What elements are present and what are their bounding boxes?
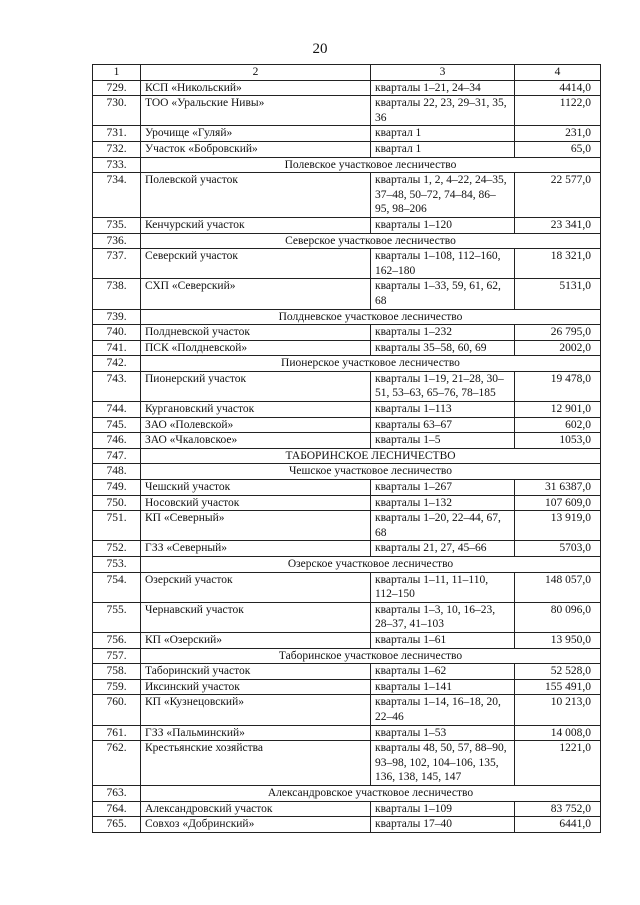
blocks-cell: кварталы 1–19, 21–28, 30–51, 53–63, 65–76, 78–185 <box>371 371 515 401</box>
site-name: СХП «Северский» <box>141 279 371 309</box>
area-cell: 19 478,0 <box>515 371 601 401</box>
row-number: 752. <box>93 541 141 557</box>
section-title: Чешское участковое лесничество <box>141 464 601 480</box>
site-name: Участок «Бобровский» <box>141 141 371 157</box>
site-name: Иксинский участок <box>141 679 371 695</box>
row-number: 763. <box>93 785 141 801</box>
table-row <box>93 679 601 695</box>
site-name: Северский участок <box>141 249 371 279</box>
row-number: 741. <box>93 340 141 356</box>
blocks-cell: квартал 1 <box>371 141 515 157</box>
row-number: 762. <box>93 741 141 786</box>
area-cell: 602,0 <box>515 417 601 433</box>
area-cell: 1221,0 <box>515 741 601 786</box>
table-row <box>93 664 601 680</box>
blocks-cell: кварталы 1–108, 112–160, 162–180 <box>371 249 515 279</box>
area-cell: 5703,0 <box>515 541 601 557</box>
table-row <box>93 741 601 786</box>
area-cell: 155 491,0 <box>515 679 601 695</box>
section-row <box>93 464 601 480</box>
blocks-cell: кварталы 1–120 <box>371 217 515 233</box>
area-cell: 65,0 <box>515 141 601 157</box>
area-cell: 80 096,0 <box>515 602 601 632</box>
area-cell: 83 752,0 <box>515 801 601 817</box>
table-row <box>93 126 601 142</box>
blocks-cell: кварталы 22, 23, 29–31, 35, 36 <box>371 96 515 126</box>
table-row <box>93 725 601 741</box>
area-cell: 23 341,0 <box>515 217 601 233</box>
blocks-cell: кварталы 17–40 <box>371 817 515 833</box>
row-number: 764. <box>93 801 141 817</box>
site-name: КП «Озерский» <box>141 632 371 648</box>
blocks-cell: кварталы 35–58, 60, 69 <box>371 340 515 356</box>
site-name: Кенчурский участок <box>141 217 371 233</box>
site-name: ЗАО «Чкаловское» <box>141 433 371 449</box>
table-row <box>93 371 601 401</box>
table-row <box>93 417 601 433</box>
area-cell: 2002,0 <box>515 340 601 356</box>
area-cell: 1053,0 <box>515 433 601 449</box>
blocks-cell: кварталы 1–62 <box>371 664 515 680</box>
row-number: 731. <box>93 126 141 142</box>
row-number: 742. <box>93 356 141 372</box>
table-row <box>93 817 601 833</box>
section-title: Пионерское участковое лесничество <box>141 356 601 372</box>
row-number: 757. <box>93 648 141 664</box>
table-row <box>93 340 601 356</box>
area-cell: 13 919,0 <box>515 511 601 541</box>
column-number-3: 3 <box>371 65 515 81</box>
row-number: 755. <box>93 602 141 632</box>
row-number: 729. <box>93 80 141 96</box>
blocks-cell: кварталы 1–53 <box>371 725 515 741</box>
forestry-table <box>92 64 601 833</box>
blocks-cell: кварталы 1–14, 16–18, 20, 22–46 <box>371 695 515 725</box>
site-name: ГЗЗ «Северный» <box>141 541 371 557</box>
site-name: Озерский участок <box>141 572 371 602</box>
row-number: 754. <box>93 572 141 602</box>
section-row <box>93 557 601 573</box>
row-number: 748. <box>93 464 141 480</box>
blocks-cell: кварталы 1–109 <box>371 801 515 817</box>
row-number: 743. <box>93 371 141 401</box>
table-row <box>93 141 601 157</box>
section-row <box>93 157 601 173</box>
table-row <box>93 80 601 96</box>
area-cell: 14 008,0 <box>515 725 601 741</box>
row-number: 745. <box>93 417 141 433</box>
row-number: 730. <box>93 96 141 126</box>
site-name: Носовский участок <box>141 495 371 511</box>
row-number: 740. <box>93 325 141 341</box>
blocks-cell: кварталы 1–113 <box>371 402 515 418</box>
section-row <box>93 648 601 664</box>
row-number: 746. <box>93 433 141 449</box>
row-number: 749. <box>93 480 141 496</box>
area-cell: 5131,0 <box>515 279 601 309</box>
table-row <box>93 495 601 511</box>
site-name: Полевской участок <box>141 173 371 218</box>
row-number: 759. <box>93 679 141 695</box>
area-cell: 6441,0 <box>515 817 601 833</box>
blocks-cell: кварталы 48, 50, 57, 88–90, 93–98, 102, 104–106, 135, 136, 138, 145, 147 <box>371 741 515 786</box>
section-title: Александровское участковое лесничество <box>141 785 601 801</box>
blocks-cell: кварталы 1–61 <box>371 632 515 648</box>
blocks-cell: кварталы 1–232 <box>371 325 515 341</box>
column-number-4: 4 <box>515 65 601 81</box>
section-row <box>93 448 601 464</box>
row-number: 753. <box>93 557 141 573</box>
blocks-cell: кварталы 1–132 <box>371 495 515 511</box>
area-cell: 1122,0 <box>515 96 601 126</box>
site-name: Совхоз «Добринский» <box>141 817 371 833</box>
table-row <box>93 541 601 557</box>
row-number: 738. <box>93 279 141 309</box>
blocks-cell: кварталы 63–67 <box>371 417 515 433</box>
section-title: ТАБОРИНСКОЕ ЛЕСНИЧЕСТВО <box>141 448 601 464</box>
area-cell: 231,0 <box>515 126 601 142</box>
row-number: 760. <box>93 695 141 725</box>
blocks-cell: кварталы 1–267 <box>371 480 515 496</box>
blocks-cell: кварталы 21, 27, 45–66 <box>371 541 515 557</box>
row-number: 750. <box>93 495 141 511</box>
section-title: Озерское участковое лесничество <box>141 557 601 573</box>
row-number: 765. <box>93 817 141 833</box>
blocks-cell: кварталы 1–5 <box>371 433 515 449</box>
section-title: Северское участковое лесничество <box>141 233 601 249</box>
table-row <box>93 801 601 817</box>
blocks-cell: кварталы 1–11, 11–110, 112–150 <box>371 572 515 602</box>
area-cell: 12 901,0 <box>515 402 601 418</box>
row-number: 744. <box>93 402 141 418</box>
blocks-cell: кварталы 1–21, 24–34 <box>371 80 515 96</box>
site-name: ПСК «Полдневской» <box>141 340 371 356</box>
site-name: Полдневской участок <box>141 325 371 341</box>
row-number: 756. <box>93 632 141 648</box>
table-row <box>93 96 601 126</box>
table-body <box>93 65 601 833</box>
column-number-row <box>93 65 601 81</box>
area-cell: 52 528,0 <box>515 664 601 680</box>
site-name: Пионерский участок <box>141 371 371 401</box>
section-title: Таборинское участковое лесничество <box>141 648 601 664</box>
table-row <box>93 249 601 279</box>
column-number-2: 2 <box>141 65 371 81</box>
area-cell: 13 950,0 <box>515 632 601 648</box>
row-number: 733. <box>93 157 141 173</box>
area-cell: 148 057,0 <box>515 572 601 602</box>
blocks-cell: кварталы 1, 2, 4–22, 24–35, 37–48, 50–72, 74–84, 86–95, 98–206 <box>371 173 515 218</box>
table-row <box>93 480 601 496</box>
site-name: ГЗЗ «Пальминский» <box>141 725 371 741</box>
table-row <box>93 572 601 602</box>
site-name: Чешский участок <box>141 480 371 496</box>
section-row <box>93 356 601 372</box>
table-row <box>93 402 601 418</box>
blocks-cell: кварталы 1–141 <box>371 679 515 695</box>
section-title: Полдневское участковое лесничество <box>141 309 601 325</box>
area-cell: 22 577,0 <box>515 173 601 218</box>
row-number: 736. <box>93 233 141 249</box>
row-number: 732. <box>93 141 141 157</box>
area-cell: 107 609,0 <box>515 495 601 511</box>
table-row <box>93 695 601 725</box>
row-number: 735. <box>93 217 141 233</box>
section-row <box>93 785 601 801</box>
row-number: 761. <box>93 725 141 741</box>
site-name: ТОО «Уральские Нивы» <box>141 96 371 126</box>
page-number: 20 <box>312 41 328 57</box>
column-number-1: 1 <box>93 65 141 81</box>
site-name: КП «Кузнецовский» <box>141 695 371 725</box>
site-name: Александровский участок <box>141 801 371 817</box>
area-cell: 26 795,0 <box>515 325 601 341</box>
table-row <box>93 511 601 541</box>
blocks-cell: кварталы 1–20, 22–44, 67, 68 <box>371 511 515 541</box>
site-name: ЗАО «Полевской» <box>141 417 371 433</box>
table-row <box>93 279 601 309</box>
site-name: Урочище «Гуляй» <box>141 126 371 142</box>
site-name: Крестьянские хозяйства <box>141 741 371 786</box>
table-row <box>93 173 601 218</box>
area-cell: 18 321,0 <box>515 249 601 279</box>
table-row <box>93 632 601 648</box>
table-row <box>93 217 601 233</box>
area-cell: 4414,0 <box>515 80 601 96</box>
section-title: Полевское участковое лесничество <box>141 157 601 173</box>
site-name: КП «Северный» <box>141 511 371 541</box>
site-name: Таборинский участок <box>141 664 371 680</box>
blocks-cell: кварталы 1–3, 10, 16–23, 28–37, 41–103 <box>371 602 515 632</box>
area-cell: 10 213,0 <box>515 695 601 725</box>
table-row <box>93 433 601 449</box>
table-row <box>93 602 601 632</box>
blocks-cell: квартал 1 <box>371 126 515 142</box>
row-number: 751. <box>93 511 141 541</box>
site-name: КСП «Никольский» <box>141 80 371 96</box>
section-row <box>93 309 601 325</box>
row-number: 739. <box>93 309 141 325</box>
row-number: 758. <box>93 664 141 680</box>
blocks-cell: кварталы 1–33, 59, 61, 62, 68 <box>371 279 515 309</box>
table-row <box>93 325 601 341</box>
site-name: Кургановский участок <box>141 402 371 418</box>
section-row <box>93 233 601 249</box>
row-number: 737. <box>93 249 141 279</box>
row-number: 747. <box>93 448 141 464</box>
site-name: Чернавский участок <box>141 602 371 632</box>
row-number: 734. <box>93 173 141 218</box>
area-cell: 31 6387,0 <box>515 480 601 496</box>
